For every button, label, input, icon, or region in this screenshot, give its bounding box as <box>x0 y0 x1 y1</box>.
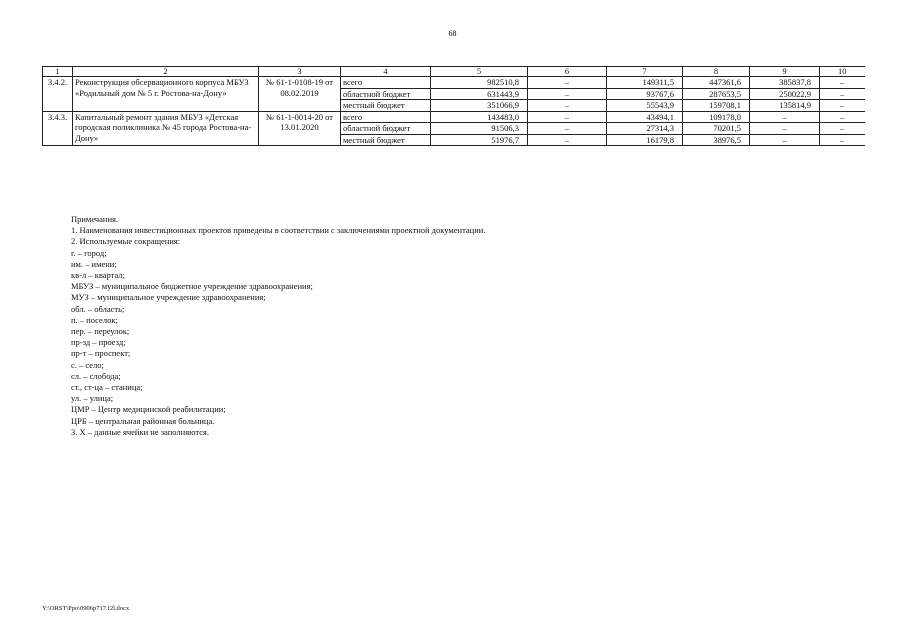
abbreviation-line: пер. – переулок; <box>71 326 130 337</box>
value-cell: 982510,8 <box>431 77 528 89</box>
value-cell: 55543,9 <box>607 100 683 112</box>
column-number: 3 <box>259 67 341 77</box>
abbreviation-line: кв-л – квартал; <box>71 270 125 281</box>
value-cell: 250022,9 <box>750 88 820 100</box>
value-cell: 149311,5 <box>607 77 683 89</box>
value-cell: – <box>750 123 820 135</box>
funding-source: местный бюджет <box>341 100 431 112</box>
value-cell: 143483,0 <box>431 111 528 123</box>
column-number: 6 <box>528 67 607 77</box>
abbreviation-line: с. – село; <box>71 359 104 370</box>
value-cell: 91506,3 <box>431 123 528 135</box>
column-number: 8 <box>683 67 750 77</box>
note-line: 1. Наименования инвестиционных проектов приведены в соответствии с заключениями проектной документации. <box>71 225 486 236</box>
value-cell: – <box>528 77 607 89</box>
abbreviation-line: МБУЗ – муниципальное бюджетное учреждение здравоохранения; <box>71 281 313 292</box>
value-cell: 93767,6 <box>607 88 683 100</box>
investment-table <box>42 66 865 146</box>
table-row <box>43 77 865 89</box>
value-cell: – <box>820 88 865 100</box>
project-conclusion: № 61-1-0108-19 от 08.02.2019 <box>259 77 341 112</box>
abbreviation-line: ЦМР – Центр медицинской реабилитации; <box>71 404 226 415</box>
value-cell: 385837,8 <box>750 77 820 89</box>
value-cell: 631443,9 <box>431 88 528 100</box>
column-number: 9 <box>750 67 820 77</box>
abbreviation-line: пр-т – проспект; <box>71 348 131 359</box>
value-cell: – <box>528 100 607 112</box>
project-number: 3.4.3. <box>43 111 73 146</box>
abbreviation-line: п. – поселок; <box>71 314 118 325</box>
project-name: Капитальный ремонт здания МБУЗ «Детская городская поликлиника № 45 города Ростова-на-Дону» <box>73 111 259 146</box>
abbreviation-line: ул. – улица; <box>71 393 114 404</box>
footer-file-path: Y:\ORST\Ppo\0906p717.f2l.docx <box>42 605 130 612</box>
column-number: 1 <box>43 67 73 77</box>
abbreviation-line: ЦРБ – центральная районная больница. <box>71 415 215 426</box>
abbreviation-line: г. – город; <box>71 247 107 258</box>
notes-title: Примечания. <box>71 214 119 224</box>
value-cell: 27314,3 <box>607 123 683 135</box>
value-cell: 159708,1 <box>683 100 750 112</box>
notes-section <box>71 214 851 438</box>
value-cell: 16179,8 <box>607 134 683 146</box>
value-cell: 447361,6 <box>683 77 750 89</box>
value-cell: – <box>528 123 607 135</box>
value-cell: – <box>820 100 865 112</box>
funding-source: местный бюджет <box>341 134 431 146</box>
abbreviation-line: МУЗ – муниципальное учреждение здравоохранения; <box>71 292 266 303</box>
value-cell: 43494,1 <box>607 111 683 123</box>
funding-source: всего <box>341 77 431 89</box>
project-number: 3.4.2. <box>43 77 73 112</box>
column-number: 4 <box>341 67 431 77</box>
value-cell: – <box>528 111 607 123</box>
project-name: Реконструкция обсервационного корпуса МБУЗ «Родильный дом № 5 г. Ростова-на-Дону» <box>73 77 259 112</box>
column-number: 10 <box>820 67 865 77</box>
project-conclusion: № 61-1-0014-20 от 13.01.2020 <box>259 111 341 146</box>
value-cell: – <box>820 77 865 89</box>
column-number: 2 <box>73 67 259 77</box>
value-cell: – <box>820 123 865 135</box>
abbreviation-line: ст., ст-ца – станица; <box>71 382 143 393</box>
abbreviation-line: обл. – область; <box>71 303 125 314</box>
funding-source: областной бюджет <box>341 88 431 100</box>
funding-source: всего <box>341 111 431 123</box>
value-cell: 51976,7 <box>431 134 528 146</box>
value-cell: 70201,5 <box>683 123 750 135</box>
column-number: 5 <box>431 67 528 77</box>
abbreviation-line: им. – имени; <box>71 258 117 269</box>
abbreviation-line: пр-зд – проезд; <box>71 337 126 348</box>
abbreviation-line: сл. – слобода; <box>71 370 121 381</box>
page-number: 68 <box>448 29 457 38</box>
value-cell: – <box>528 88 607 100</box>
value-cell: 38976,5 <box>683 134 750 146</box>
value-cell: – <box>820 111 865 123</box>
value-cell: – <box>528 134 607 146</box>
table-header-row <box>43 67 865 77</box>
note-line: 3. Х – данные ячейки не заполняются. <box>71 426 209 437</box>
value-cell: – <box>750 111 820 123</box>
note-line: 2. Используемые сокращения: <box>71 236 181 247</box>
value-cell: – <box>750 134 820 146</box>
value-cell: 109178,0 <box>683 111 750 123</box>
value-cell: 287653,5 <box>683 88 750 100</box>
funding-source: областной бюджет <box>341 123 431 135</box>
column-number: 7 <box>607 67 683 77</box>
value-cell: – <box>820 134 865 146</box>
value-cell: 135814,9 <box>750 100 820 112</box>
table-row <box>43 111 865 123</box>
value-cell: 351066,9 <box>431 100 528 112</box>
